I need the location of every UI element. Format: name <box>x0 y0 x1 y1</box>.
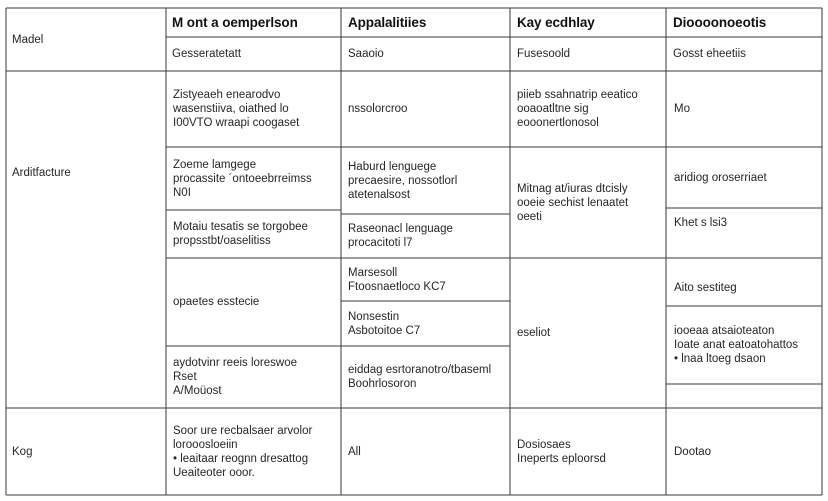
row-label-kog: Kog <box>12 445 33 458</box>
row-label-architecture: Arditfacture <box>12 166 71 179</box>
arch-col1-cell-4: opaetes esstecie <box>173 296 260 308</box>
arch-col1-cell-5: aydotvinr reeis loreswoe Rset A/Moüost <box>173 357 298 397</box>
header-col3-subtitle: Fusesoold <box>517 48 571 60</box>
header-col4-title: Dioooonoeotis <box>673 14 767 30</box>
header-col1-subtitle: Gesseratetatt <box>172 48 242 60</box>
arch-col4-cell-3: Khet s lsi3 <box>674 217 728 229</box>
arch-col4-cell-2: aridiog oroserriaet <box>674 171 767 184</box>
arch-col1-cell-1: Zistyeaeh enearodvo wasenstiiva, oiathed lo I00VTO wraapi coogaset <box>173 89 300 129</box>
arch-col1-cell-3: Motaiu tesatis se torgobee propsstbt/oaselitiss <box>173 221 308 247</box>
kog-col3-cell: Dosiosaes Ineperts eploorsd <box>517 438 606 465</box>
arch-col2-cell-2: Haburd lenguege precaesire, nossotlorl atetenalsost <box>348 160 458 201</box>
kog-col2-cell: All <box>348 445 361 458</box>
arch-col4-cell-4: Aito sestiteg <box>674 282 737 294</box>
header-col2-title: Appalalitiies <box>348 14 427 30</box>
header-col3-title: Kay ecdhlay <box>517 14 595 30</box>
arch-col4-cell-5: iooeaa atsaioteaton Ioate anat eatoatohattos • lnaa ltoeg dsaon <box>674 325 799 365</box>
arch-col4-cell-1: Mo <box>674 103 690 115</box>
arch-col2-cell-5: Nonsestin Asbotoitoe C7 <box>348 310 421 337</box>
arch-col3-cell-3: eseliot <box>517 327 551 339</box>
arch-col2-cell-4: Marsesoll Ftoosnaetloco KC7 <box>348 266 446 293</box>
header-model <box>12 8 162 71</box>
header-col2-subtitle: Saaoio <box>348 48 384 60</box>
arch-col3-cell-2: Mitnag at/iuras dtcisly ooeie sechist lenaatet oeeti <box>517 182 629 223</box>
header-model-label: Madel <box>12 33 44 46</box>
arch-col2-cell-1: nssolorcroo <box>348 103 408 115</box>
arch-col2-cell-3: Raseonacl lenguage procacitoti l7 <box>348 223 453 249</box>
arch-col1-cell-2: Zoeme lamgege procassite ´ontoeebrreimss N0I <box>173 158 312 199</box>
header-col1-title: M ont a oemperlson <box>172 14 298 30</box>
kog-col4-cell: Dootao <box>674 445 712 458</box>
kog-col1-cell: Soor ure recbalsaer arvolor lorooosloeiin • leaitaar reognn dresattog Ueaiteoter ooor. <box>173 424 313 479</box>
arch-col2-cell-6: eiddag esrtoranotro/tbaseml Boohrlosoron <box>348 364 492 390</box>
arch-col3-cell-1: piieb ssahnatrip eeatico ooaoatltne sig eooonertlonosol <box>517 89 638 129</box>
header-col4-subtitle: Gosst eheetiis <box>673 48 746 60</box>
